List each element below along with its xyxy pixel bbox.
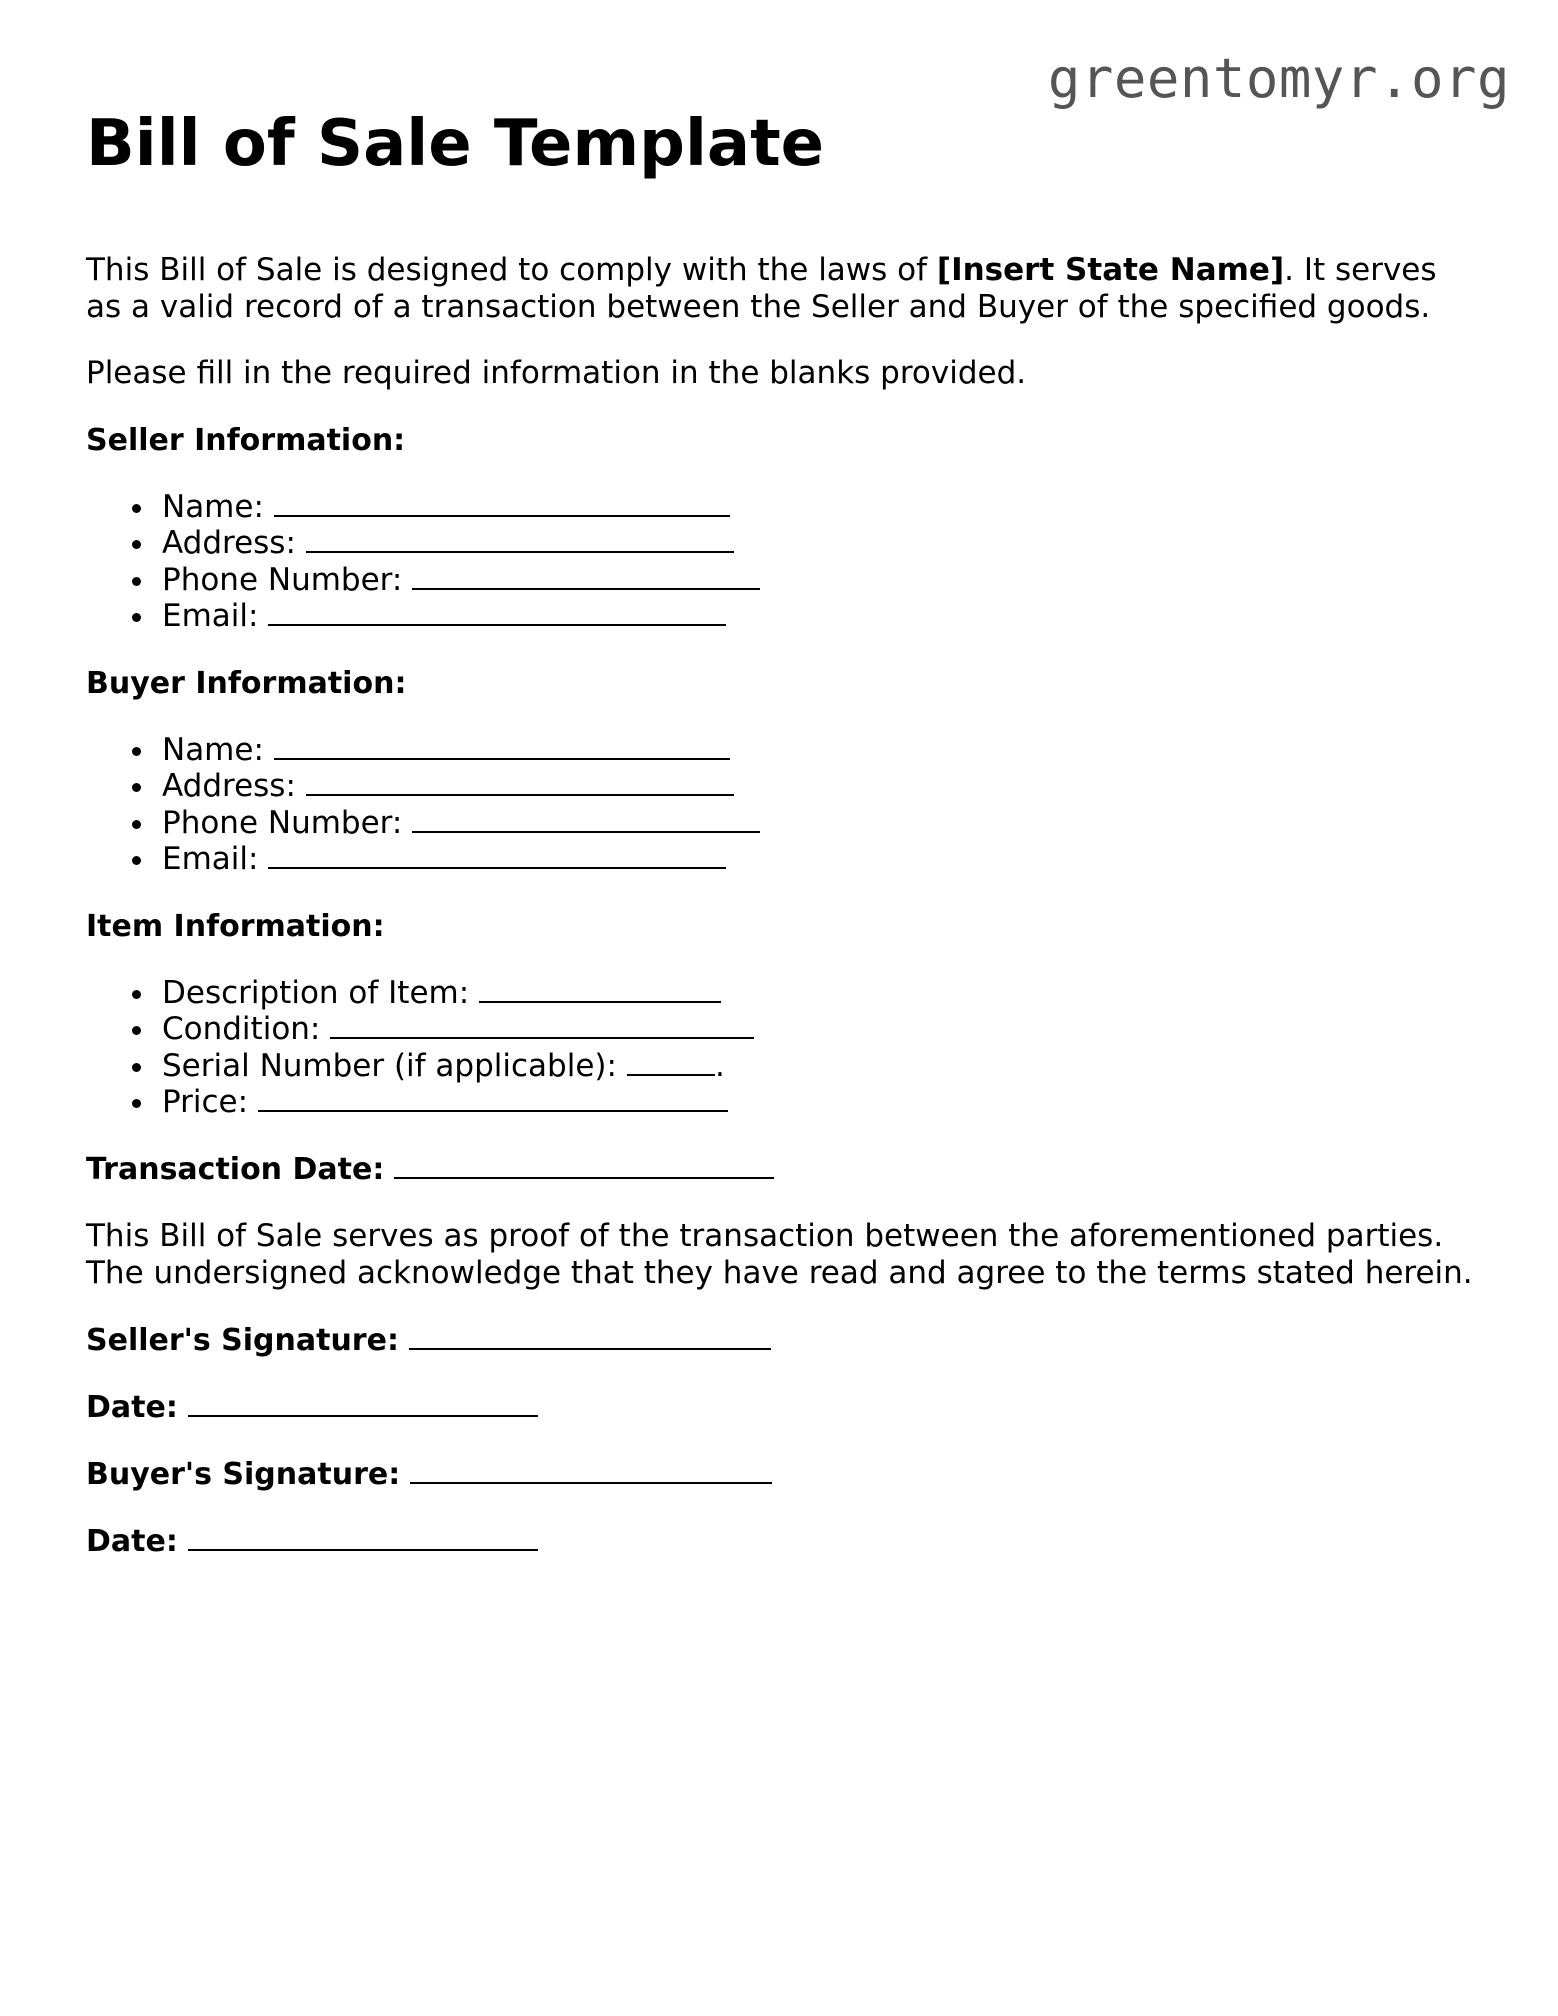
buyer-signature-blank[interactable] xyxy=(410,1456,772,1484)
buyer-date-label: Date: xyxy=(86,1523,178,1559)
transaction-date-label: Transaction Date: xyxy=(86,1151,385,1187)
buyer-email-blank[interactable] xyxy=(268,841,726,869)
transaction-date-line xyxy=(86,1151,1476,1188)
buyer-email-label: Email: xyxy=(162,841,259,878)
state-name-placeholder: [Insert State Name] xyxy=(936,251,1285,288)
buyer-address-blank[interactable] xyxy=(306,768,734,796)
buyer-info-heading: Buyer Information: xyxy=(86,665,407,701)
item-price-label: Price: xyxy=(162,1084,249,1121)
seller-signature-label: Seller's Signature: xyxy=(86,1322,399,1358)
seller-name-item xyxy=(162,489,1476,526)
seller-address-label: Address: xyxy=(162,525,296,562)
document-title: Bill of Sale Template xyxy=(86,107,825,181)
item-description-blank[interactable] xyxy=(479,975,721,1003)
seller-info-list xyxy=(86,489,1476,635)
item-info-heading: Item Information: xyxy=(86,908,385,944)
seller-name-label: Name: xyxy=(162,488,264,525)
seller-date-line xyxy=(86,1389,1476,1426)
buyer-address-label: Address: xyxy=(162,768,296,805)
transaction-date-blank[interactable] xyxy=(394,1151,774,1179)
seller-email-blank[interactable] xyxy=(268,598,726,626)
seller-signature-blank[interactable] xyxy=(409,1322,771,1350)
item-description-label: Description of Item: xyxy=(162,974,470,1011)
buyer-phone-label: Phone Number: xyxy=(162,804,403,841)
item-description-item xyxy=(162,975,1476,1012)
seller-name-blank[interactable] xyxy=(274,489,730,517)
buyer-phone-blank[interactable] xyxy=(412,805,760,833)
seller-info-heading: Seller Information: xyxy=(86,422,406,458)
item-price-blank[interactable] xyxy=(258,1084,728,1112)
buyer-signature-line xyxy=(86,1456,1476,1493)
item-serial-blank[interactable] xyxy=(627,1048,715,1076)
item-info-list xyxy=(86,975,1476,1121)
buyer-phone-item xyxy=(162,805,1476,842)
item-serial-suffix: . xyxy=(714,1047,725,1084)
seller-address-item xyxy=(162,525,1476,562)
seller-date-label: Date: xyxy=(86,1389,178,1425)
buyer-date-blank[interactable] xyxy=(188,1523,538,1551)
seller-email-item xyxy=(162,598,1476,635)
buyer-name-blank[interactable] xyxy=(274,732,730,760)
buyer-address-item xyxy=(162,768,1476,805)
item-price-item xyxy=(162,1084,1476,1121)
intro-prefix: This Bill of Sale is designed to comply with the laws of xyxy=(86,251,937,288)
intro-paragraph xyxy=(86,252,1476,326)
seller-date-blank[interactable] xyxy=(188,1389,538,1417)
watermark-text: greentomyr.org xyxy=(1047,47,1510,110)
seller-signature-line xyxy=(86,1322,1476,1359)
seller-email-label: Email: xyxy=(162,598,259,635)
instructions-text: Please fill in the required information in the blanks provided. xyxy=(86,354,1027,391)
item-condition-label: Condition: xyxy=(162,1011,321,1048)
seller-phone-blank[interactable] xyxy=(412,562,760,590)
buyer-name-item xyxy=(162,732,1476,769)
buyer-info-list xyxy=(86,732,1476,878)
buyer-name-label: Name: xyxy=(162,731,264,768)
closing-paragraph: This Bill of Sale serves as proof of the transaction between the aforementioned parties. The undersigned acknowledge that they have read and agree to the terms stated herein. xyxy=(86,1217,1473,1291)
seller-phone-label: Phone Number: xyxy=(162,561,403,598)
item-serial-label: Serial Number (if applicable): xyxy=(162,1047,617,1084)
intro-suffix: . It serves as a valid record of a transaction between the Seller and Buyer of the specified goods. xyxy=(86,251,1437,325)
item-serial-item xyxy=(162,1048,1476,1085)
buyer-date-line xyxy=(86,1523,1476,1560)
buyer-email-item xyxy=(162,841,1476,878)
item-condition-item xyxy=(162,1011,1476,1048)
buyer-signature-label: Buyer's Signature: xyxy=(86,1456,401,1492)
document-page xyxy=(86,108,1476,1560)
seller-phone-item xyxy=(162,562,1476,599)
item-condition-blank[interactable] xyxy=(330,1011,754,1039)
seller-address-blank[interactable] xyxy=(306,525,734,553)
